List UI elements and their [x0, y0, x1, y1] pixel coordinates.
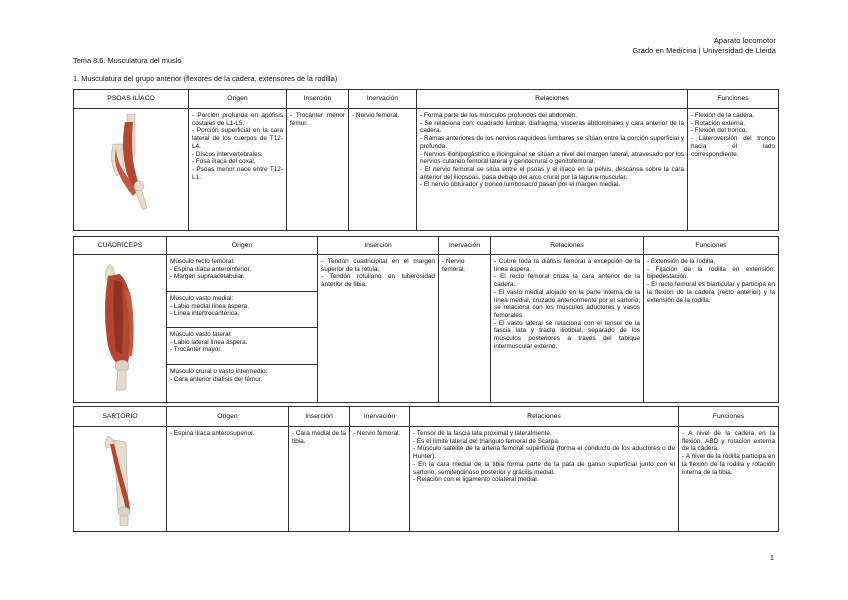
psoas-insertion-cell: - Trocánter menor fémur.: [287, 109, 349, 231]
sartorius-relation-line: - Es el límite lateral del triángulo femoral de Scarpa.: [413, 437, 560, 445]
quadriceps-insertion-line: - Tendón cuadricipital en el margen superior de la rótula.: [321, 258, 435, 273]
section-title: 1. Musculatura del grupo anterior (flexores de la cadera, extensores de la rodilla): [73, 74, 338, 83]
psoas-origin-line: - Porción superficial en la cara lateral de los cuerpos de T12-L4.: [192, 127, 283, 150]
origin-subtitle: Músculo vasto lateral:: [170, 331, 232, 338]
quadriceps-relation-line: - El recto femoral cruza la cara anterior de la cadera.: [494, 273, 640, 289]
sartorius-function-line: - A nivel de la cadera en la flexión, ABD y rotación externa de la cadera.: [682, 430, 775, 453]
psoas-function-line: - Lateroversión del tronco hacia el lado correspondiente.: [691, 135, 775, 158]
sartorius-insertion-header: Inserción: [289, 407, 350, 427]
quadriceps-table: [73, 236, 779, 403]
quadriceps-origin-header: Origen: [167, 237, 318, 255]
quadriceps-insertion-cell: [318, 255, 439, 403]
sartorius-origin-cell: - Espina ilíaca anterosuperior.: [167, 427, 289, 532]
sartorius-insertion-cell: - Cara medial de la tibia.: [289, 427, 350, 532]
sartorius-functions-header: Funciones: [679, 407, 779, 427]
psoas-innervation-cell: - Nervio femoral.: [349, 109, 417, 231]
quadriceps-functions-header: Funciones: [644, 237, 779, 255]
quadriceps-image-cell: [74, 255, 167, 403]
psoas-relation-line: - Forma parte de los músculos profundos del abdomen.: [420, 112, 578, 119]
rectus-femoris-origin: [167, 255, 317, 292]
psoas-functions-header: Funciones: [688, 90, 779, 109]
course-title: Aparato locomotor: [713, 36, 776, 45]
sartorius-relations-cell: [410, 427, 679, 532]
psoas-origin-cell: [189, 109, 287, 231]
sartorius-illustration: [100, 432, 140, 526]
quadriceps-illustration: [98, 260, 142, 392]
vastus-lateralis-origin: [167, 328, 317, 365]
quadriceps-relation-line: - El vasto medial alojado en la parte interna de la línea medial, cruzado anteriormente por el sartorio, se relaciona con los músculos aductores y vasos femorales.: [494, 288, 640, 319]
quadriceps-function-line: - El recto femoral es biarticular y participa en la flexión de la cadera (recto anterior) y la extensión de la rodilla.: [647, 281, 775, 304]
psoas-innervation-header: Inervación: [349, 90, 417, 109]
quadriceps-innervation-header: Inervación: [439, 237, 491, 255]
quadriceps-function-line: - Extensión de la rodilla.: [647, 258, 716, 265]
sartorius-relations-header: Relaciones: [410, 407, 679, 427]
sartorius-table: [73, 406, 779, 532]
origin-line: - Labio medial línea áspera.: [170, 302, 249, 310]
quadriceps-insertion-line: - Tendón rotuliano en tuberosidad anterior de tibia.: [321, 273, 435, 289]
origin-line: - Cara anterior diáfisis del fémur.: [170, 375, 263, 383]
quadriceps-functions-cell: [644, 255, 779, 403]
sartorius-function-line: - A nivel de la rodilla participa en la flexión de la rodilla y rotación interna de la tibia.: [682, 453, 775, 476]
vastus-intermedius-origin: [167, 365, 317, 386]
sartorius-name: SARTORIO: [74, 407, 167, 427]
quadriceps-insertion-header: Inserción: [318, 237, 439, 255]
page-number: 1: [769, 553, 774, 562]
psoas-origin-line: - Porción profunda en apófisis costales de L1-L5.: [192, 112, 283, 127]
psoas-relation-line: - Ramas anteriores de los nervios raquídeos lumbares se sitúan entre la porción superficial y profunda.: [420, 135, 684, 150]
psoas-illustration: [107, 114, 155, 214]
origin-subtitle: Músculo recto femoral:: [170, 258, 235, 265]
psoas-function-line: - Flexión del tronco.: [691, 127, 748, 135]
topic-title: Tema 8.6. Musculatura del muslo: [73, 56, 182, 65]
psoas-image-cell: [74, 109, 189, 231]
sartorius-innervation-header: Inervación: [350, 407, 410, 427]
quadriceps-relations-header: Relaciones: [491, 237, 644, 255]
quadriceps-relation-line: - Cubre toda la diáfisis femoral a excepción de la línea áspera.: [494, 258, 640, 273]
psoas-relation-line: - El nervio obturador y tronco lumbosacro pasan por el margen medial.: [420, 181, 620, 189]
psoas-origin-line: - Discos intervertebrales.: [192, 150, 263, 158]
psoas-name: PSOAS ILÍACO: [74, 90, 189, 109]
psoas-relations-cell: [417, 109, 688, 231]
psoas-function-line: - Rotación externa.: [691, 119, 745, 127]
quadriceps-origin-cell: [167, 255, 318, 403]
psoas-relation-line: - Se relaciona con: cuadrado lumbar, diafragma, vísceras abdominales y cara anterior de la cadera.: [420, 119, 684, 135]
quadriceps-relation-line: - El vasto lateral se relaciona con el tensor de la fascia lata y tracto iliotibial, separado de los músculos posteriores a través del tabique intermuscular externo.: [494, 319, 640, 350]
document-header: [632, 36, 776, 56]
psoas-origin-line: - Fosa ilíaca del coxal.: [192, 158, 256, 166]
psoas-origin-line: - Psoas menor nace entre T12-L1.: [192, 165, 283, 181]
psoas-function-line: - Flexión de la cadera.: [691, 112, 755, 119]
psoas-origin-header: Origen: [189, 90, 287, 109]
sartorius-relation-line: - En la cara medial de la tibia forma parte de la pata de ganso superficial junto con el sartorio, semitendinoso posterior y grácilis medial.: [413, 460, 675, 476]
sartorius-image-cell: [74, 427, 167, 532]
quadriceps-relations-cell: [491, 255, 644, 403]
psoas-insertion-header: Inserción: [287, 90, 349, 109]
sartorius-relation-line: - Relación con el ligamento colateral medial.: [413, 476, 539, 484]
quadriceps-name: CUÁDRICEPS: [74, 237, 167, 255]
origin-line: - Margen supraacetabular.: [170, 273, 245, 281]
degree-title: Grado en Medicina | Universidad de Lleida: [632, 46, 776, 55]
quadriceps-innervation-cell: - Nervio femoral.: [439, 255, 491, 403]
sartorius-relation-line: - Tensor de la fascia lata proximal y lateralmente.: [413, 430, 552, 437]
sartorius-functions-cell: [679, 427, 779, 532]
sartorius-origin-header: Origen: [167, 407, 289, 427]
psoas-relations-header: Relaciones: [417, 90, 688, 109]
origin-line: - Trocánter mayor.: [170, 346, 222, 354]
psoas-table: [73, 89, 779, 231]
psoas-relation-line: - El nervio femoral se sitúa entre el psoas y el ilíaco en la pelvis, descansa sobre la cara anterior del iliopsoas, pasa debajo del arco crural por la laguna muscular.: [420, 165, 684, 181]
origin-line: - Espina ilíaca anteroinferior.: [170, 265, 251, 273]
sartorius-relation-line: - Músculo satélite de la arteria femoral superficial (forma el conducto de los aductores o de Hunter).: [413, 445, 675, 461]
origin-line: - Línea intertrocantérica.: [170, 310, 240, 318]
psoas-relation-line: - Nervios iliohipogástrico e ilioinguinal se sitúan a nivel del margen lateral, atravesado por los nervios cutáneo femoral lateral y genitocrural o genitofemoral.: [420, 150, 684, 166]
origin-subtitle: Músculo crural o vasto intermedio:: [170, 368, 268, 375]
origin-line: - Labio lateral línea áspera.: [170, 338, 248, 346]
vastus-medialis-origin: [167, 292, 317, 328]
sartorius-innervation-cell: - Nervio femoral.: [350, 427, 410, 532]
origin-subtitle: Músculo vasto medial:: [170, 295, 234, 302]
quadriceps-function-line: - Fijación de la rodilla en extensión: bipedestación.: [647, 265, 775, 281]
psoas-functions-cell: [688, 109, 779, 231]
